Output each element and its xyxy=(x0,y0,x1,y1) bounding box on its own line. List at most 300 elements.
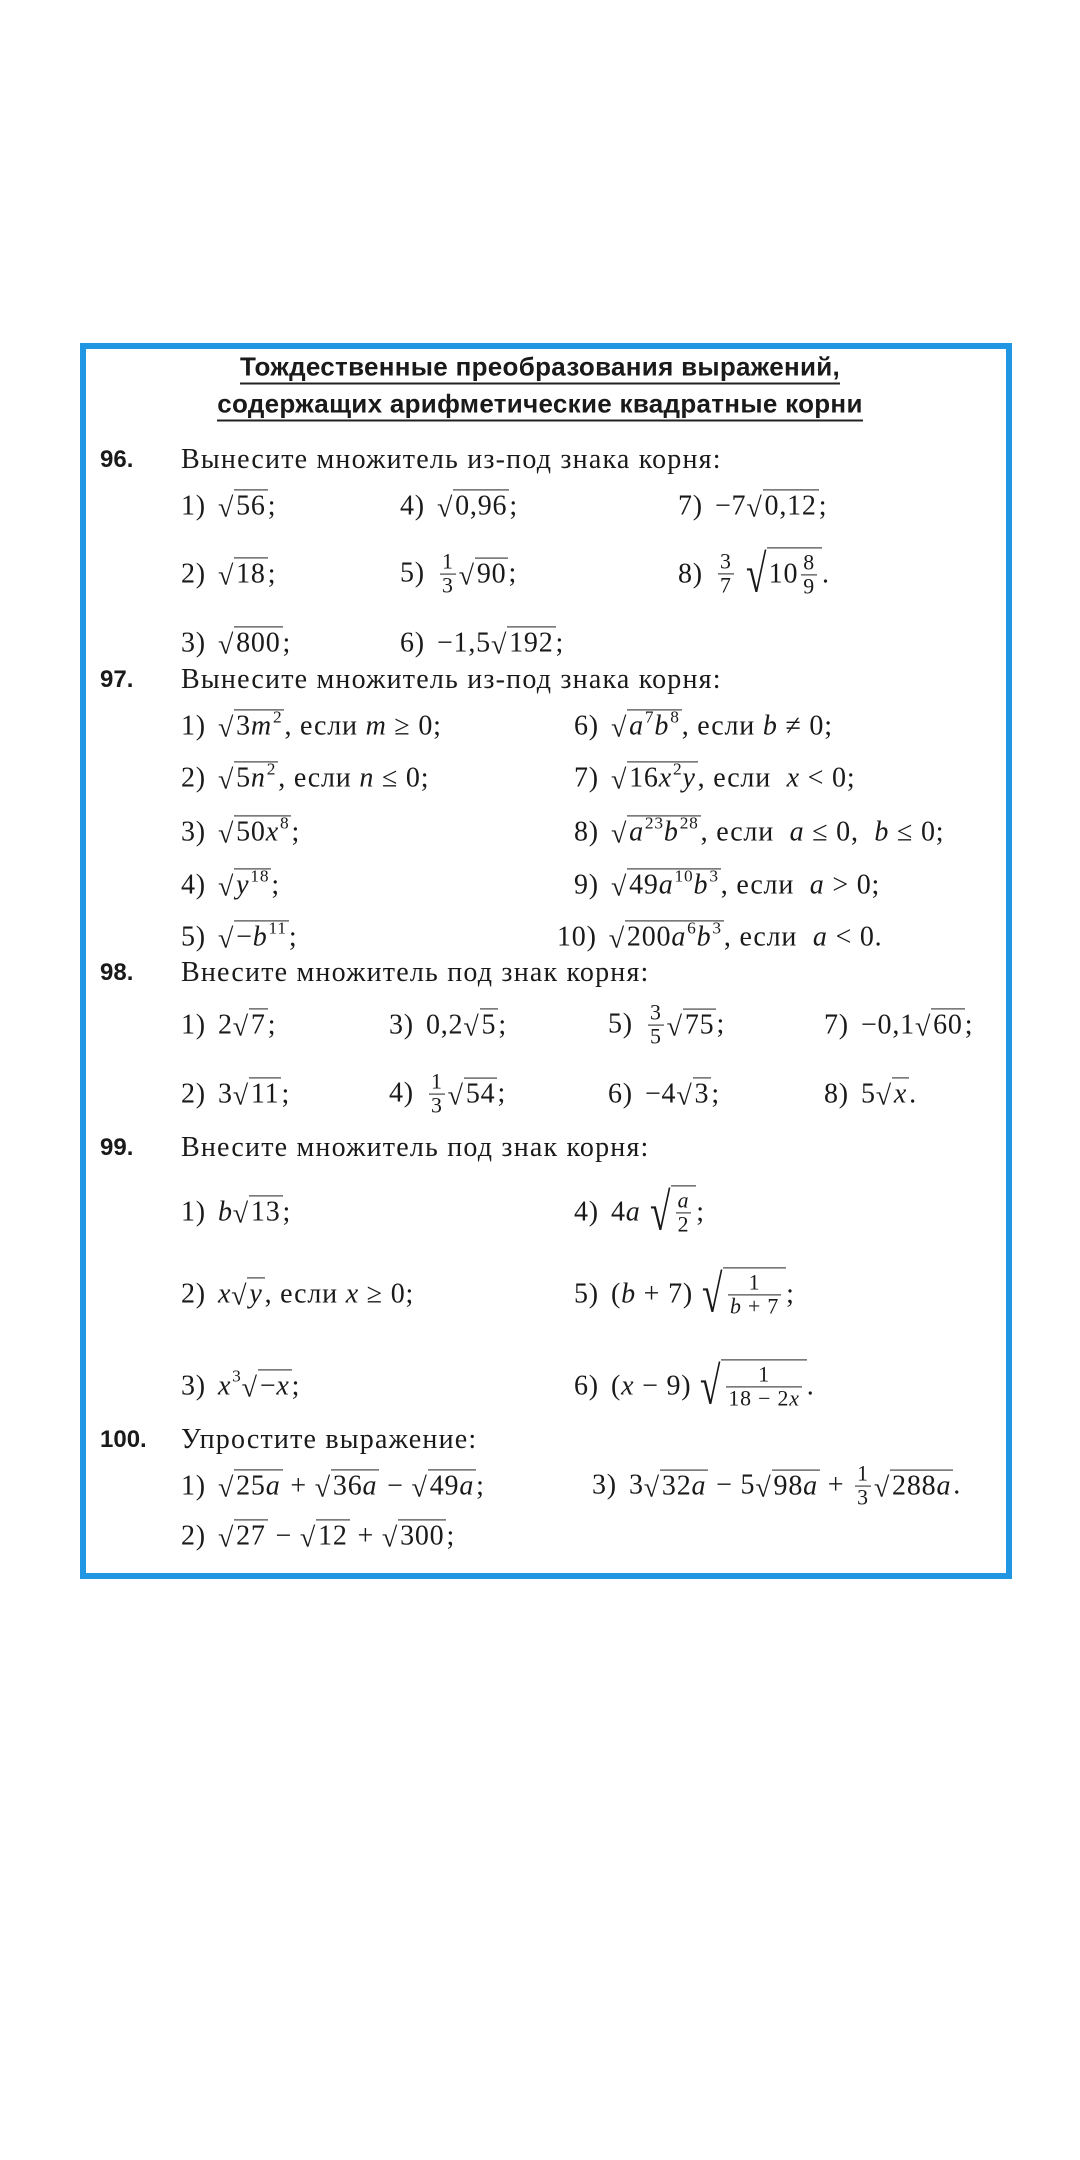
math-text: ; xyxy=(267,558,277,589)
math-variable: a xyxy=(629,816,644,848)
square-root xyxy=(610,812,701,850)
denominator xyxy=(648,1025,664,1049)
radicand xyxy=(627,812,701,848)
square-root xyxy=(610,865,721,903)
exercise-item xyxy=(181,865,280,903)
math-text: − xyxy=(379,1470,412,1501)
item-label: 4) xyxy=(574,1195,599,1227)
math-text: . xyxy=(909,1078,917,1109)
radicand xyxy=(890,1469,953,1502)
math-variable: a xyxy=(362,1470,378,1502)
math-text: 1 xyxy=(758,1362,770,1387)
radical-sign-icon: √ xyxy=(608,923,625,955)
math-text: 12 xyxy=(318,1520,348,1552)
math-exponent: 8 xyxy=(279,812,290,832)
math-text: ; xyxy=(281,1078,291,1109)
exercise-item xyxy=(181,1469,485,1502)
square-root xyxy=(667,1008,717,1041)
item-label: 7) xyxy=(824,1009,849,1040)
math-text: 8 xyxy=(803,550,815,575)
square-root xyxy=(691,1356,806,1416)
math-exponent: 2 xyxy=(272,706,283,726)
radicand xyxy=(721,1359,806,1412)
exercise-item xyxy=(181,1008,276,1041)
math-variable: y xyxy=(236,869,250,901)
square-root xyxy=(218,1519,268,1552)
exercise-item xyxy=(400,626,564,659)
radical-sign-icon: √ xyxy=(875,1080,892,1112)
math-exponent: 2 xyxy=(266,758,277,778)
radicand xyxy=(398,1519,446,1552)
math-text: ; xyxy=(282,627,292,658)
math-text: 49 xyxy=(629,869,659,901)
math-text: 9 xyxy=(803,573,815,598)
math-variable: x xyxy=(621,1369,635,1401)
math-text: 98 xyxy=(773,1470,804,1502)
math-variable: a xyxy=(629,710,644,742)
math-text: . xyxy=(806,1369,815,1401)
radicand xyxy=(428,1469,476,1502)
item-label: 2) xyxy=(181,1278,206,1309)
radicand xyxy=(249,1008,268,1041)
problem-instruction: Вынесите множитель из-под знака корня: xyxy=(181,444,722,475)
exercise-item xyxy=(592,1463,961,1510)
math-text: 32 xyxy=(661,1470,692,1502)
radicand xyxy=(234,917,289,953)
math-text: ; xyxy=(498,1009,507,1040)
radical-sign-icon: √ xyxy=(411,1472,428,1504)
math-text: > 0; xyxy=(824,869,881,900)
exercise-item xyxy=(557,917,883,955)
exercise-item xyxy=(608,1077,720,1110)
math-variable: n xyxy=(359,762,375,793)
radical-sign-icon: √ xyxy=(217,492,235,524)
math-text: ; xyxy=(818,490,828,521)
math-text: 60 xyxy=(933,1009,963,1041)
radical-sign-icon: √ xyxy=(217,712,235,744)
square-root xyxy=(315,1469,380,1502)
math-variable: m xyxy=(250,710,272,742)
math-text: 11 xyxy=(250,1078,280,1110)
math-variable: b xyxy=(654,710,670,742)
math-variable: x xyxy=(265,816,279,848)
math-variable: a xyxy=(789,816,805,847)
square-root xyxy=(676,1077,711,1110)
math-text: ; xyxy=(282,1196,292,1227)
radicand xyxy=(683,1008,717,1041)
math-text: , если xyxy=(278,762,360,793)
math-text: 2 xyxy=(217,1009,233,1040)
item-label: 5) xyxy=(400,558,425,589)
math-text: , если xyxy=(723,921,813,952)
math-variable: n xyxy=(250,762,266,794)
math-variable: b xyxy=(217,1196,233,1227)
radicand xyxy=(931,1008,965,1041)
problem-number: 99. xyxy=(100,1134,134,1161)
radical-sign-icon: √ xyxy=(914,1011,932,1043)
item-label: 3) xyxy=(389,1009,414,1040)
math-text: ; xyxy=(508,558,518,589)
radicand xyxy=(247,1277,264,1310)
exercise-item xyxy=(181,812,301,850)
math-variable: x xyxy=(786,762,800,793)
exercise-item xyxy=(678,489,827,522)
math-text: − xyxy=(267,1520,300,1551)
radical-sign-icon: √ xyxy=(746,492,763,524)
item-label: 2) xyxy=(181,1078,206,1109)
math-variable: a xyxy=(812,921,828,952)
radical-sign-icon: √ xyxy=(381,1522,399,1554)
radical-sign-icon: √ xyxy=(217,818,235,850)
math-text: ; xyxy=(786,1277,795,1309)
exercise-item xyxy=(181,626,291,659)
math-exponent: 18 xyxy=(250,865,270,885)
radicand xyxy=(234,706,284,742)
math-text: 1 xyxy=(857,1461,869,1486)
square-root xyxy=(233,1008,268,1041)
math-text: 7 xyxy=(719,573,732,598)
math-text: ; xyxy=(446,1520,456,1551)
square-root xyxy=(217,706,285,744)
item-label: 4) xyxy=(181,869,206,900)
math-text: 3 xyxy=(719,549,732,574)
radicand xyxy=(258,1369,292,1402)
fraction xyxy=(440,551,456,598)
denominator xyxy=(801,574,817,598)
exercise-item xyxy=(608,1002,725,1049)
item-label: 6) xyxy=(400,627,425,658)
radicand xyxy=(234,758,278,794)
math-text: ; xyxy=(964,1009,974,1040)
fraction xyxy=(676,1189,692,1236)
math-text: 3 xyxy=(649,1000,662,1025)
radical-sign-icon: √ xyxy=(649,1182,671,1242)
math-text: 5 xyxy=(236,762,251,794)
math-exponent: 7 xyxy=(644,706,655,726)
math-variable: a xyxy=(459,1470,475,1502)
square-root xyxy=(491,626,556,659)
math-text: 18 xyxy=(236,558,266,590)
exercise-item xyxy=(574,758,856,796)
radicand xyxy=(660,1469,708,1502)
math-text: . xyxy=(953,1470,962,1501)
radicand xyxy=(480,1008,499,1041)
exercise-item xyxy=(389,1008,507,1041)
math-text: + xyxy=(282,1470,315,1501)
exercise-item xyxy=(678,544,830,604)
math-exponent: 3 xyxy=(232,1366,242,1386)
radicand xyxy=(234,489,268,522)
radical-sign-icon: √ xyxy=(217,560,235,592)
math-text: 50 xyxy=(236,816,266,848)
square-root xyxy=(437,489,509,522)
math-text: 10 xyxy=(768,558,799,590)
math-text: , если xyxy=(284,710,366,741)
radicand xyxy=(507,626,555,659)
exercise-item xyxy=(574,1182,705,1242)
item-label: 1) xyxy=(181,1470,206,1501)
radical-sign-icon: √ xyxy=(217,923,235,955)
math-text: 288 xyxy=(892,1470,937,1502)
square-root xyxy=(641,1182,697,1242)
square-root xyxy=(218,626,283,659)
math-text: < 0. xyxy=(827,921,883,952)
exercise-item xyxy=(574,1356,815,1416)
item-label: 3) xyxy=(181,1370,206,1401)
math-text: 7 xyxy=(250,1009,266,1041)
math-text: 2 xyxy=(677,1211,690,1236)
math-text: + xyxy=(819,1470,853,1501)
radical-sign-icon: √ xyxy=(463,1011,480,1043)
math-text: 3 xyxy=(857,1485,869,1510)
item-label: 4) xyxy=(400,490,425,521)
math-variable: x xyxy=(345,1278,359,1309)
radicand xyxy=(234,865,271,901)
math-variable: x xyxy=(217,1370,232,1401)
radical-sign-icon: √ xyxy=(610,764,628,796)
math-text: , если xyxy=(720,869,810,900)
math-variable: a xyxy=(265,1470,281,1502)
numerator xyxy=(648,1002,664,1025)
exercise-item xyxy=(181,489,276,522)
item-label: 5) xyxy=(608,1009,633,1040)
math-text: 54 xyxy=(465,1078,496,1110)
item-label: 6) xyxy=(574,1369,599,1401)
denominator xyxy=(728,1294,781,1318)
math-exponent: 3 xyxy=(709,865,719,885)
math-text: 3 xyxy=(441,573,454,598)
math-text: 3 xyxy=(694,1078,710,1110)
radical-sign-icon: √ xyxy=(745,544,767,604)
math-text: , если xyxy=(700,816,790,847)
math-text: 3 xyxy=(628,1470,644,1501)
radicand xyxy=(234,626,282,659)
math-variable: b xyxy=(621,1277,636,1309)
numerator xyxy=(747,1271,763,1294)
title-text: Тождественные преобразования выражений, xyxy=(240,352,840,385)
item-label: 7) xyxy=(574,762,599,793)
math-text: ( xyxy=(610,1277,622,1309)
radicand xyxy=(453,489,509,522)
exercise-item xyxy=(181,1366,301,1404)
math-text: 56 xyxy=(236,490,266,522)
radicand xyxy=(892,1077,909,1110)
fraction xyxy=(648,1002,664,1049)
math-text: 49 xyxy=(429,1470,460,1502)
math-text: , если xyxy=(697,762,787,793)
math-text: 1 xyxy=(748,1270,761,1295)
title-text: содержащих арифметические квадратные корни xyxy=(217,389,862,422)
radicand xyxy=(234,812,291,848)
math-text: 3 xyxy=(430,1093,443,1118)
problem-number: 96. xyxy=(100,446,134,473)
item-label: 9) xyxy=(574,869,599,900)
item-label: 5) xyxy=(181,921,206,952)
math-variable: x xyxy=(217,1278,232,1309)
math-text: ; xyxy=(509,490,518,521)
radical-sign-icon: √ xyxy=(436,492,454,524)
radicand xyxy=(767,547,822,600)
radical-sign-icon: √ xyxy=(217,1522,235,1554)
fraction xyxy=(718,551,734,598)
math-exponent: 23 xyxy=(644,812,664,832)
radicand xyxy=(464,1077,498,1110)
math-text: 25 xyxy=(236,1470,266,1502)
math-text: − xyxy=(259,1370,277,1402)
section-title-line-1 xyxy=(0,352,1080,383)
problem-instruction: Внесите множитель под знак корня: xyxy=(181,1132,650,1163)
math-variable: x xyxy=(658,762,672,794)
math-text: ; xyxy=(696,1195,705,1227)
radicand xyxy=(627,865,721,901)
math-text: 16 xyxy=(629,762,659,794)
radicand xyxy=(763,489,819,522)
math-text: ; xyxy=(476,1470,485,1501)
radical-sign-icon: √ xyxy=(610,818,628,850)
fraction xyxy=(726,1363,801,1410)
radicand xyxy=(249,1195,283,1228)
exercise-item xyxy=(400,551,517,598)
square-root xyxy=(463,1008,498,1041)
math-variable: x xyxy=(276,1370,290,1402)
math-text: ; xyxy=(288,921,298,952)
problem-number: 100. xyxy=(100,1426,147,1453)
square-root xyxy=(737,544,822,604)
item-label: 8) xyxy=(824,1078,849,1109)
square-root xyxy=(217,917,289,955)
radicand xyxy=(723,1267,786,1320)
math-text: 1 xyxy=(430,1069,443,1094)
denominator xyxy=(718,573,734,597)
exercise-item xyxy=(181,557,276,590)
math-variable: a xyxy=(625,1195,641,1227)
math-text: + 7 xyxy=(741,1293,780,1318)
radical-sign-icon: √ xyxy=(755,1472,772,1504)
item-label: 1) xyxy=(181,1009,206,1040)
math-text: 27 xyxy=(236,1520,266,1552)
item-label: 1) xyxy=(181,710,206,741)
math-text: −1,5 xyxy=(436,627,491,658)
radical-sign-icon: √ xyxy=(700,1356,722,1416)
item-label: 8) xyxy=(678,557,703,589)
square-root xyxy=(876,1077,909,1110)
item-label: 3) xyxy=(592,1470,617,1501)
radical-sign-icon: √ xyxy=(231,1280,248,1312)
exercise-item xyxy=(181,706,442,744)
radical-sign-icon: √ xyxy=(241,1372,258,1404)
problem-instruction: Вынесите множитель из-под знака корня: xyxy=(181,664,722,695)
math-text: ( xyxy=(610,1369,622,1401)
math-text: ≠ 0; xyxy=(777,710,833,741)
radical-sign-icon: √ xyxy=(232,1080,249,1112)
exercise-item xyxy=(181,1277,414,1310)
math-variable: a xyxy=(677,1188,690,1213)
numerator xyxy=(855,1463,871,1486)
radicand xyxy=(627,706,682,742)
math-exponent: 3 xyxy=(712,917,722,937)
math-text: 3 xyxy=(236,710,251,742)
exercise-item xyxy=(824,1008,973,1041)
math-exponent: 10 xyxy=(674,865,694,885)
radical-sign-icon: √ xyxy=(666,1011,683,1043)
math-text: − xyxy=(236,921,253,953)
square-root xyxy=(233,1077,282,1110)
math-variable: a xyxy=(658,869,674,901)
square-root xyxy=(610,758,698,796)
exercise-item xyxy=(389,1071,506,1118)
square-root xyxy=(218,489,268,522)
math-variable: a xyxy=(803,1470,818,1502)
math-text: + 7) xyxy=(635,1277,693,1309)
square-root xyxy=(218,557,268,590)
math-text: 300 xyxy=(400,1520,445,1552)
radical-sign-icon: √ xyxy=(232,1011,249,1043)
math-exponent: 6 xyxy=(687,917,697,937)
math-text: ; xyxy=(291,1370,301,1401)
math-variable: x xyxy=(789,1385,800,1410)
math-variable: a xyxy=(936,1470,952,1502)
square-root xyxy=(746,489,818,522)
radicand xyxy=(331,1469,379,1502)
math-text: 18 − 2 xyxy=(728,1385,790,1410)
radicand xyxy=(234,557,268,590)
radical-sign-icon: √ xyxy=(643,1472,660,1504)
math-text: 5 xyxy=(860,1078,876,1109)
item-label: 7) xyxy=(678,490,703,521)
radical-sign-icon: √ xyxy=(217,629,235,661)
math-variable: b xyxy=(693,869,709,901)
radical-sign-icon: √ xyxy=(610,712,628,744)
square-root xyxy=(217,812,292,850)
item-label: 6) xyxy=(608,1078,633,1109)
fraction xyxy=(429,1071,445,1118)
math-text: ; xyxy=(271,869,280,900)
math-text: −7 xyxy=(714,490,747,521)
item-label: 1) xyxy=(181,490,206,521)
numerator xyxy=(429,1071,445,1094)
exercise-item xyxy=(181,1077,290,1110)
exercise-item xyxy=(574,865,881,903)
radicand xyxy=(671,1185,697,1238)
item-label: 2) xyxy=(181,762,206,793)
radical-sign-icon: √ xyxy=(873,1472,891,1504)
math-text: 5 xyxy=(649,1024,662,1049)
fraction xyxy=(855,1463,871,1510)
item-label: 2) xyxy=(181,558,206,589)
math-text: − 5 xyxy=(708,1470,756,1501)
math-text: 0,12 xyxy=(764,490,817,522)
square-root xyxy=(459,557,509,590)
exercise-item xyxy=(574,706,833,744)
numerator xyxy=(440,551,456,574)
exercise-item xyxy=(181,758,430,796)
square-root xyxy=(217,758,278,796)
math-text: ≤ 0; xyxy=(374,762,430,793)
numerator xyxy=(676,1189,692,1212)
math-exponent: 11 xyxy=(268,917,287,937)
math-text: 4 xyxy=(610,1195,626,1227)
math-text: 5 xyxy=(481,1009,497,1041)
math-text: ≤ 0, xyxy=(804,816,875,847)
math-text: ; xyxy=(267,1009,277,1040)
square-root xyxy=(610,706,682,744)
square-root xyxy=(233,1195,283,1228)
math-text: , если xyxy=(264,1278,346,1309)
math-text: 90 xyxy=(476,558,507,590)
math-text: ; xyxy=(555,627,565,658)
exercise-item xyxy=(824,1077,917,1110)
math-variable: y xyxy=(682,762,696,794)
